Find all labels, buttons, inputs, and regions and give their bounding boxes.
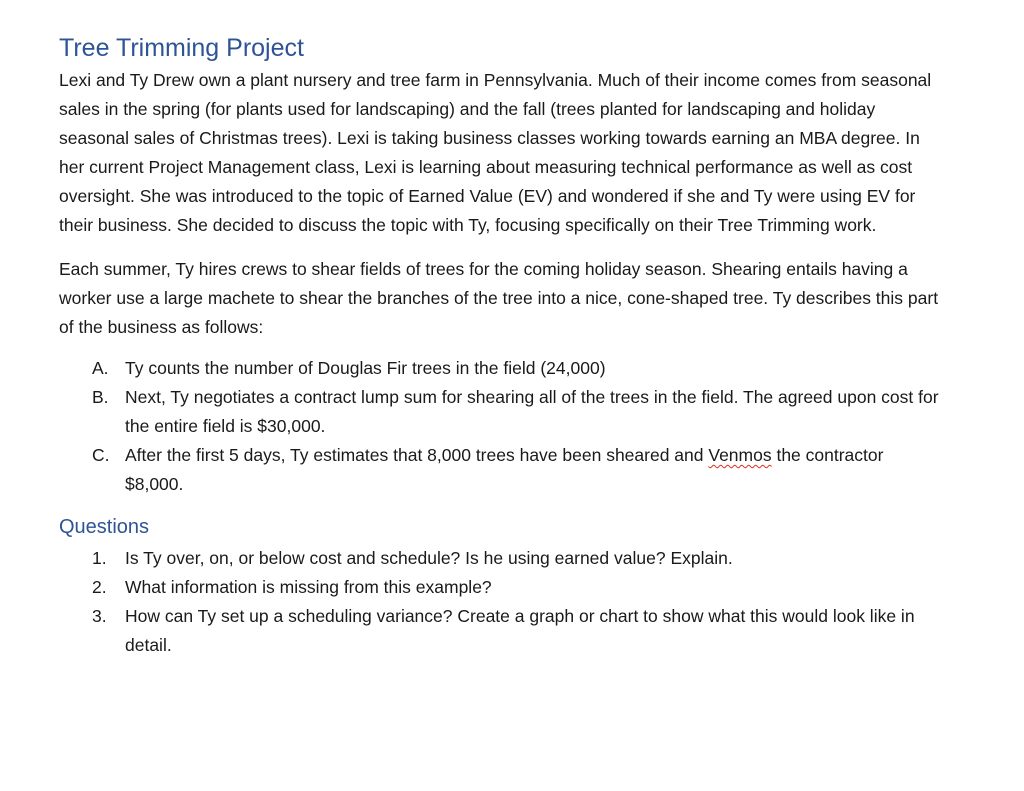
process-steps-list: [59, 354, 939, 499]
list-marker: 1.: [92, 548, 107, 568]
list-item-text: What information is missing from this example?: [125, 577, 492, 597]
spellcheck-flagged-word[interactable]: Venmos: [708, 445, 772, 465]
list-marker: B.: [92, 387, 109, 407]
list-marker: A.: [92, 358, 109, 378]
list-item: [59, 383, 939, 441]
list-item-text: Ty counts the number of Douglas Fir trees in the field (24,000): [125, 358, 606, 378]
intro-paragraph: Lexi and Ty Drew own a plant nursery and tree farm in Pennsylvania. Much of their income comes from seasonal sales in the spring (for plants used for landscaping) and the fall (trees planted for landscaping and holiday seasonal sales of Christmas trees). Lexi is taking business classes working towards earning an MBA degree. In her current Project Management class, Lexi is learning about measuring technical performance as well as cost oversight. She was introduced to the topic of Earned Value (EV) and wondered if she and Ty were using EV for their business. She decided to discuss the topic with Ty, focusing specifically on their Tree Trimming work.: [59, 70, 932, 235]
list-item-text-after: the contractor $8,000.: [125, 445, 884, 494]
list-item: [59, 544, 939, 573]
list-marker: C.: [92, 445, 110, 465]
list-item-text-before: After the first 5 days, Ty estimates that 8,000 trees have been sheared and: [125, 445, 709, 465]
document-page: [59, 30, 939, 660]
list-marker: 3.: [92, 606, 107, 626]
list-item-text: [125, 445, 883, 494]
shearing-paragraph: Each summer, Ty hires crews to shear fields of trees for the coming holiday season. Shearing entails having a worker use a large machete to shear the branches of the tree into a nice, cone-shaped tree. Ty describes this part of the business as follows:: [59, 259, 939, 337]
questions-list: [59, 544, 939, 660]
list-item: [59, 602, 939, 660]
list-item: [59, 573, 939, 602]
list-item-text: Is Ty over, on, or below cost and schedule? Is he using earned value? Explain.: [125, 548, 733, 568]
list-item: [59, 354, 939, 383]
list-item-text: How can Ty set up a scheduling variance? Create a graph or chart to show what this would look like in detail.: [125, 606, 915, 655]
list-item: [59, 441, 939, 499]
list-item-text: Next, Ty negotiates a contract lump sum for shearing all of the trees in the field. The agreed upon cost for the entire field is $30,000.: [125, 387, 939, 436]
document-title: Tree Trimming Project: [59, 34, 304, 62]
list-marker: 2.: [92, 577, 107, 597]
questions-heading: Questions: [59, 516, 150, 538]
